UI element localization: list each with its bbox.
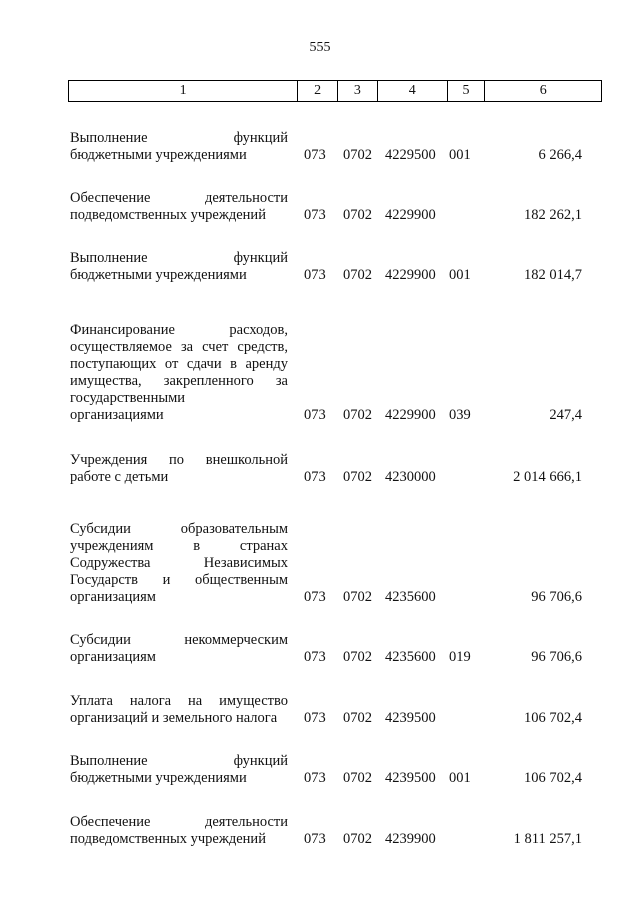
description-line: Обеспечение деятельности (70, 190, 288, 206)
cell-col-6: 106 702,4 (524, 770, 582, 786)
cell-col-2: 073 (304, 589, 326, 605)
table-row (0, 693, 640, 727)
cell-col-6: 6 266,4 (538, 147, 582, 163)
description-line: учреждениям в странах (70, 538, 288, 554)
cell-col-3: 0702 (343, 649, 372, 665)
row-description (70, 452, 288, 486)
cell-col-2: 073 (304, 147, 326, 163)
cell-col-6: 182 014,7 (524, 267, 582, 283)
row-description (70, 250, 288, 284)
description-line: имущества, закрепленного за (70, 373, 288, 389)
header-col-1: 1 (69, 81, 298, 101)
table-row (0, 632, 640, 666)
cell-col-4: 4229900 (385, 267, 436, 283)
cell-col-3: 0702 (343, 407, 372, 423)
cell-col-3: 0702 (343, 147, 372, 163)
cell-col-4: 4239900 (385, 831, 436, 847)
row-description (70, 814, 288, 848)
description-line: Финансирование расходов, (70, 322, 288, 338)
cell-col-6: 96 706,6 (531, 649, 582, 665)
cell-col-6: 2 014 666,1 (513, 469, 582, 485)
cell-col-4: 4235600 (385, 649, 436, 665)
description-line: подведомственных учреждений (70, 831, 266, 847)
cell-col-3: 0702 (343, 770, 372, 786)
cell-col-4: 4230000 (385, 469, 436, 485)
cell-col-4: 4239500 (385, 770, 436, 786)
description-line: Содружества Независимых (70, 555, 288, 571)
cell-col-4: 4229900 (385, 407, 436, 423)
cell-col-2: 073 (304, 469, 326, 485)
header-col-5: 5 (448, 81, 486, 101)
cell-col-6: 182 262,1 (524, 207, 582, 223)
description-line: Уплата налога на имущество (70, 693, 288, 709)
cell-col-3: 0702 (343, 831, 372, 847)
cell-col-4: 4239500 (385, 710, 436, 726)
description-line: Обеспечение деятельности (70, 814, 288, 830)
description-line: работе с детьми (70, 469, 169, 485)
description-line: поступающих от сдачи в аренду (70, 356, 288, 372)
description-line: Субсидии некоммерческим (70, 632, 288, 648)
cell-col-2: 073 (304, 267, 326, 283)
cell-col-4: 4235600 (385, 589, 436, 605)
row-description (70, 753, 288, 787)
cell-col-2: 073 (304, 649, 326, 665)
cell-col-6: 106 702,4 (524, 710, 582, 726)
cell-col-2: 073 (304, 407, 326, 423)
cell-col-5: 001 (449, 770, 471, 786)
cell-col-2: 073 (304, 831, 326, 847)
cell-col-5: 001 (449, 267, 471, 283)
row-description (70, 693, 288, 727)
description-line: Государств и общественным (70, 572, 288, 588)
cell-col-6: 1 811 257,1 (513, 831, 582, 847)
table-row (0, 190, 640, 224)
cell-col-3: 0702 (343, 710, 372, 726)
cell-col-6: 247,4 (549, 407, 582, 423)
table-row (0, 753, 640, 787)
description-line: осуществляемое за счет средств, (70, 339, 288, 355)
description-line: подведомственных учреждений (70, 207, 266, 223)
description-line: Учреждения по внешкольной (70, 452, 288, 468)
page-number: 555 (309, 40, 331, 55)
table-row (0, 814, 640, 848)
description-line: бюджетными учреждениями (70, 147, 247, 163)
cell-col-2: 073 (304, 207, 326, 223)
cell-col-3: 0702 (343, 267, 372, 283)
cell-col-3: 0702 (343, 207, 372, 223)
cell-col-2: 073 (304, 710, 326, 726)
row-description (70, 130, 288, 164)
description-line: Субсидии образовательным (70, 521, 288, 537)
cell-col-2: 073 (304, 770, 326, 786)
cell-col-5: 039 (449, 407, 471, 423)
table-row (0, 452, 640, 486)
cell-col-5: 019 (449, 649, 471, 665)
header-col-6: 6 (539, 83, 547, 98)
cell-col-3: 0702 (343, 469, 372, 485)
description-line: организаций и земельного налога (70, 710, 278, 726)
description-line: бюджетными учреждениями (70, 267, 247, 283)
cell-col-5: 001 (449, 147, 471, 163)
description-line: организациям (70, 649, 156, 665)
row-description (70, 190, 288, 224)
description-line: государственными (70, 390, 186, 406)
table-row (0, 250, 640, 284)
cell-col-4: 4229500 (385, 147, 436, 163)
row-description (70, 521, 288, 606)
table-header (68, 80, 602, 102)
description-line: Выполнение функций (70, 250, 288, 266)
description-line: организациями (70, 407, 164, 423)
table-row (0, 322, 640, 424)
cell-col-3: 0702 (343, 589, 372, 605)
cell-col-6: 96 706,6 (531, 589, 582, 605)
header-col-3: 3 (338, 81, 378, 101)
description-line: бюджетными учреждениями (70, 770, 247, 786)
cell-col-4: 4229900 (385, 207, 436, 223)
description-line: организациям (70, 589, 156, 605)
table-row (0, 130, 640, 164)
table-row (0, 521, 640, 606)
row-description (70, 322, 288, 424)
description-line: Выполнение функций (70, 753, 288, 769)
row-description (70, 632, 288, 666)
header-col-2: 2 (298, 81, 338, 101)
header-col-4: 4 (378, 81, 448, 101)
description-line: Выполнение функций (70, 130, 288, 146)
